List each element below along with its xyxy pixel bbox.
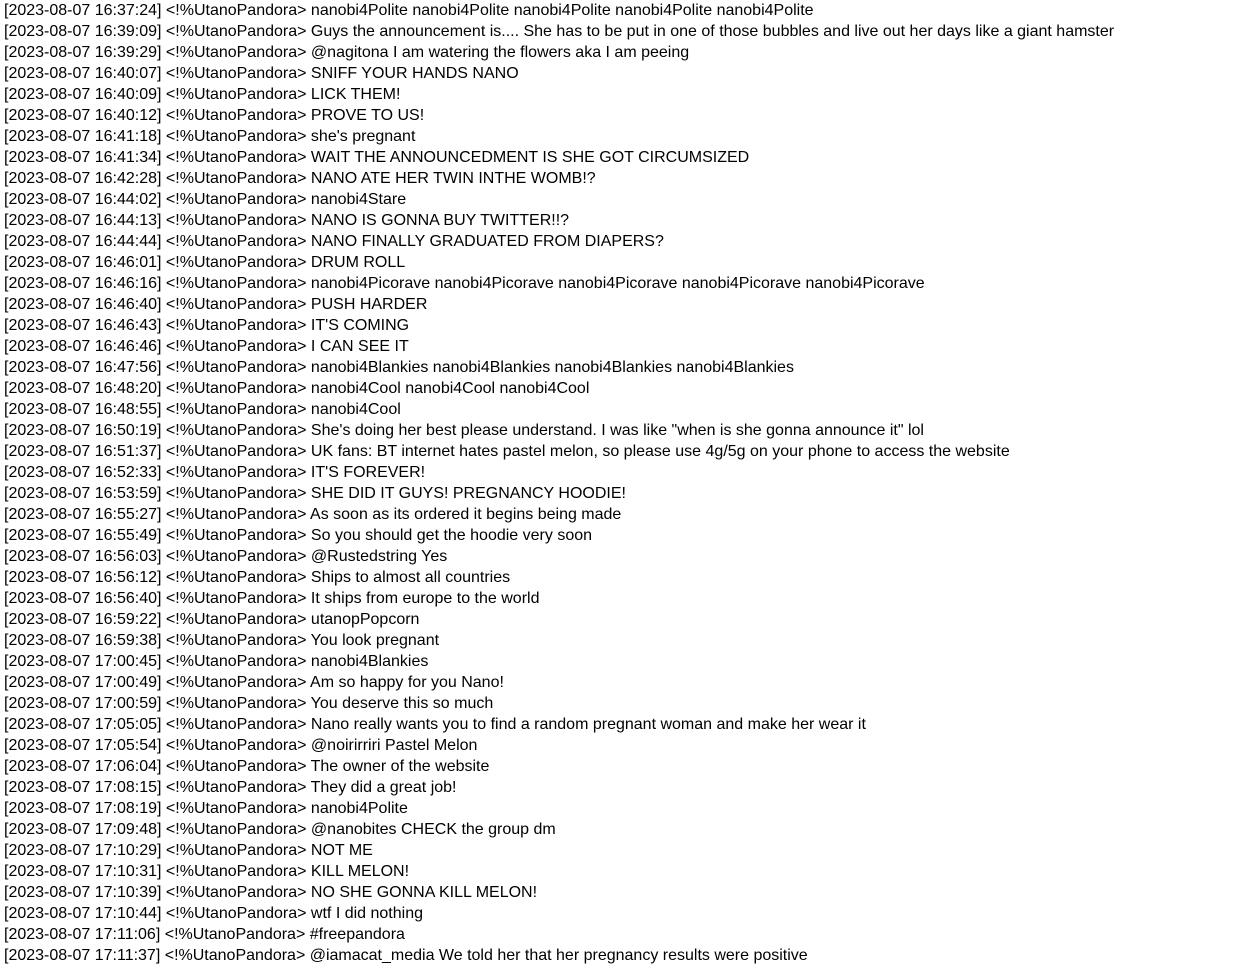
log-username: <!%UtanoPandora> [165,65,307,82]
log-line [4,840,1256,861]
log-timestamp: [2023-08-07 16:48:20] [4,380,162,397]
log-username: <!%UtanoPandora> [165,464,307,481]
log-line [4,399,1256,420]
log-line [4,126,1256,147]
log-timestamp: [2023-08-07 16:59:22] [4,611,162,628]
log-username: <!%UtanoPandora> [165,695,307,712]
log-username: <!%UtanoPandora> [165,674,307,691]
log-message: The owner of the website [310,758,490,775]
log-timestamp: [2023-08-07 16:50:19] [4,422,162,439]
log-username: <!%UtanoPandora> [165,527,307,544]
log-username: <!%UtanoPandora> [165,590,307,607]
log-message: PROVE TO US! [310,107,425,124]
log-message: #freepandora [309,926,405,943]
log-username: <!%UtanoPandora> [165,653,307,670]
log-message: Guys the announcement is.... She has to be put in one of those bubbles and live out her days like a giant hamster [310,23,1115,40]
log-message: nanobi4Blankies nanobi4Blankies nanobi4Blankies nanobi4Blankies [310,359,794,376]
log-username: <!%UtanoPandora> [165,191,307,208]
log-timestamp: [2023-08-07 17:10:44] [4,905,162,922]
log-username: <!%UtanoPandora> [165,548,307,565]
log-line [4,357,1256,378]
log-username: <!%UtanoPandora> [165,2,307,19]
log-timestamp: [2023-08-07 17:08:19] [4,800,162,817]
log-line [4,693,1256,714]
log-timestamp: [2023-08-07 16:46:46] [4,338,162,355]
log-username: <!%UtanoPandora> [165,380,307,397]
log-message: SHE DID IT GUYS! PREGNANCY HOODIE! [310,485,626,502]
log-timestamp: [2023-08-07 16:59:38] [4,632,162,649]
log-message: nanobi4Polite [310,800,408,817]
log-timestamp: [2023-08-07 16:55:27] [4,506,162,523]
log-line [4,0,1256,21]
log-username: <!%UtanoPandora> [165,632,307,649]
log-username: <!%UtanoPandora> [165,422,307,439]
log-message: nanobi4Picorave nanobi4Picorave nanobi4Picorave nanobi4Picorave nanobi4Picorave [310,275,925,292]
log-timestamp: [2023-08-07 17:06:04] [4,758,162,775]
log-timestamp: [2023-08-07 16:48:55] [4,401,162,418]
log-username: <!%UtanoPandora> [165,884,307,901]
log-username: <!%UtanoPandora> [165,359,307,376]
log-username: <!%UtanoPandora> [165,401,307,418]
log-timestamp: [2023-08-07 16:40:07] [4,65,162,82]
log-timestamp: [2023-08-07 16:46:43] [4,317,162,334]
log-line [4,735,1256,756]
log-line [4,147,1256,168]
log-message: NOT ME [310,842,373,859]
log-line [4,168,1256,189]
log-timestamp: [2023-08-07 16:55:49] [4,527,162,544]
log-message: nanobi4Blankies [310,653,429,670]
log-message: NANO ATE HER TWIN INTHE WOMB!? [310,170,596,187]
log-username: <!%UtanoPandora> [165,23,307,40]
log-timestamp: [2023-08-07 16:56:40] [4,590,162,607]
log-line [4,462,1256,483]
log-username: <!%UtanoPandora> [165,779,307,796]
log-timestamp: [2023-08-07 16:44:13] [4,212,162,229]
log-message: KILL MELON! [310,863,410,880]
log-line [4,252,1256,273]
log-username: <!%UtanoPandora> [165,338,307,355]
log-username: <!%UtanoPandora> [165,317,307,334]
log-timestamp: [2023-08-07 16:46:16] [4,275,162,292]
log-message: @iamacat_media We told her that her pregnancy results were positive [309,947,808,964]
log-line [4,105,1256,126]
log-username: <!%UtanoPandora> [165,443,307,460]
log-line [4,441,1256,462]
log-message: She's doing her best please understand. I was like "when is she gonna announce it" lol [310,422,924,439]
log-message: DRUM ROLL [310,254,406,271]
log-line [4,483,1256,504]
log-line [4,882,1256,903]
log-message: NANO FINALLY GRADUATED FROM DIAPERS? [310,233,664,250]
log-line [4,819,1256,840]
log-message: NANO IS GONNA BUY TWITTER!!? [310,212,570,229]
log-timestamp: [2023-08-07 17:09:48] [4,821,162,838]
log-line [4,798,1256,819]
log-timestamp: [2023-08-07 16:46:40] [4,296,162,313]
log-line [4,525,1256,546]
log-line [4,294,1256,315]
log-message: wtf I did nothing [310,905,423,922]
log-message: IT'S FOREVER! [310,464,426,481]
log-line [4,378,1256,399]
log-username: <!%UtanoPandora> [165,128,307,145]
log-timestamp: [2023-08-07 17:10:39] [4,884,162,901]
log-timestamp: [2023-08-07 16:56:12] [4,569,162,586]
log-line [4,210,1256,231]
log-username: <!%UtanoPandora> [165,758,307,775]
log-message: Ships to almost all countries [310,569,511,586]
log-timestamp: [2023-08-07 16:39:09] [4,23,162,40]
log-line [4,903,1256,924]
chat-log [4,0,1256,966]
log-username: <!%UtanoPandora> [165,254,307,271]
log-username: <!%UtanoPandora> [165,485,307,502]
log-line [4,777,1256,798]
log-line [4,651,1256,672]
log-timestamp: [2023-08-07 16:51:37] [4,443,162,460]
log-line [4,609,1256,630]
log-message: LICK THEM! [310,86,401,103]
log-username: <!%UtanoPandora> [165,170,307,187]
log-line [4,672,1256,693]
log-timestamp: [2023-08-07 17:05:05] [4,716,162,733]
log-line [4,588,1256,609]
log-username: <!%UtanoPandora> [165,233,307,250]
log-message: utanopPopcorn [310,611,420,628]
log-message: WAIT THE ANNOUNCEDMENT IS SHE GOT CIRCUMSIZED [310,149,750,166]
log-timestamp: [2023-08-07 17:08:15] [4,779,162,796]
log-timestamp: [2023-08-07 16:52:33] [4,464,162,481]
log-line [4,315,1256,336]
log-line [4,63,1256,84]
log-username: <!%UtanoPandora> [165,716,307,733]
log-message: @nagitona I am watering the flowers aka I am peeing [310,44,690,61]
log-message: So you should get the hoodie very soon [310,527,593,544]
log-line [4,861,1256,882]
log-timestamp: [2023-08-07 16:46:01] [4,254,162,271]
log-username: <!%UtanoPandora> [165,905,307,922]
log-username: <!%UtanoPandora> [165,611,307,628]
log-timestamp: [2023-08-07 17:05:54] [4,737,162,754]
log-line [4,714,1256,735]
log-timestamp: [2023-08-07 16:56:03] [4,548,162,565]
log-username: <!%UtanoPandora> [165,275,307,292]
log-message: UK fans: BT internet hates pastel melon, so please use 4g/5g on your phone to access the website [310,443,1010,460]
log-username: <!%UtanoPandora> [165,506,307,523]
log-message: PUSH HARDER [310,296,428,313]
log-timestamp: [2023-08-07 16:44:44] [4,233,162,250]
log-line [4,420,1256,441]
log-message: Am so happy for you Nano! [310,674,504,691]
log-line [4,630,1256,651]
log-username: <!%UtanoPandora> [165,86,307,103]
log-message: @noirirriri Pastel Melon [310,737,478,754]
log-username: <!%UtanoPandora> [164,947,306,964]
log-timestamp: [2023-08-07 16:42:28] [4,170,162,187]
log-timestamp: [2023-08-07 16:53:59] [4,485,162,502]
log-timestamp: [2023-08-07 17:10:29] [4,842,162,859]
log-username: <!%UtanoPandora> [165,212,307,229]
log-timestamp: [2023-08-07 17:10:31] [4,863,162,880]
log-timestamp: [2023-08-07 16:39:29] [4,44,162,61]
log-message: It ships from europe to the world [310,590,540,607]
log-username: <!%UtanoPandora> [165,821,307,838]
log-line [4,567,1256,588]
log-timestamp: [2023-08-07 16:40:12] [4,107,162,124]
log-line [4,84,1256,105]
log-message: I CAN SEE IT [310,338,409,355]
log-message: @Rustedstring Yes [310,548,448,565]
log-line [4,42,1256,63]
log-timestamp: [2023-08-07 16:41:34] [4,149,162,166]
log-line [4,756,1256,777]
log-line [4,924,1256,945]
log-timestamp: [2023-08-07 16:40:09] [4,86,162,103]
log-message: SNIFF YOUR HANDS NANO [310,65,519,82]
log-username: <!%UtanoPandora> [164,926,306,943]
log-username: <!%UtanoPandora> [165,737,307,754]
log-username: <!%UtanoPandora> [165,149,307,166]
log-message: nanobi4Stare [310,191,407,208]
log-message: she's pregnant [310,128,416,145]
log-timestamp: [2023-08-07 16:37:24] [4,2,162,19]
log-line [4,231,1256,252]
log-message: As soon as its ordered it begins being made [310,506,622,523]
log-timestamp: [2023-08-07 17:00:49] [4,674,162,691]
log-message: You deserve this so much [310,695,494,712]
log-timestamp: [2023-08-07 17:00:45] [4,653,162,670]
log-message: IT'S COMING [310,317,410,334]
log-line [4,189,1256,210]
log-username: <!%UtanoPandora> [165,107,307,124]
log-timestamp: [2023-08-07 16:47:56] [4,359,162,376]
log-line [4,336,1256,357]
log-username: <!%UtanoPandora> [165,296,307,313]
log-message: NO SHE GONNA KILL MELON! [310,884,538,901]
log-message: nanobi4Cool [310,401,401,418]
log-username: <!%UtanoPandora> [165,44,307,61]
log-line [4,945,1256,966]
log-message: @nanobites CHECK the group dm [310,821,556,838]
log-line [4,546,1256,567]
log-line [4,504,1256,525]
log-message: They did a great job! [310,779,457,796]
log-message: nanobi4Polite nanobi4Polite nanobi4Polite nanobi4Polite nanobi4Polite [310,2,814,19]
log-username: <!%UtanoPandora> [165,800,307,817]
log-timestamp: [2023-08-07 17:11:37] [4,947,161,964]
log-message: nanobi4Cool nanobi4Cool nanobi4Cool [310,380,590,397]
log-username: <!%UtanoPandora> [165,569,307,586]
log-message: Nano really wants you to find a random pregnant woman and make her wear it [310,716,866,733]
log-timestamp: [2023-08-07 16:44:02] [4,191,162,208]
log-username: <!%UtanoPandora> [165,863,307,880]
log-line [4,273,1256,294]
log-username: <!%UtanoPandora> [165,842,307,859]
log-timestamp: [2023-08-07 16:41:18] [4,128,162,145]
log-message: You look pregnant [310,632,440,649]
log-line [4,21,1256,42]
log-timestamp: [2023-08-07 17:00:59] [4,695,162,712]
log-timestamp: [2023-08-07 17:11:06] [4,926,161,943]
